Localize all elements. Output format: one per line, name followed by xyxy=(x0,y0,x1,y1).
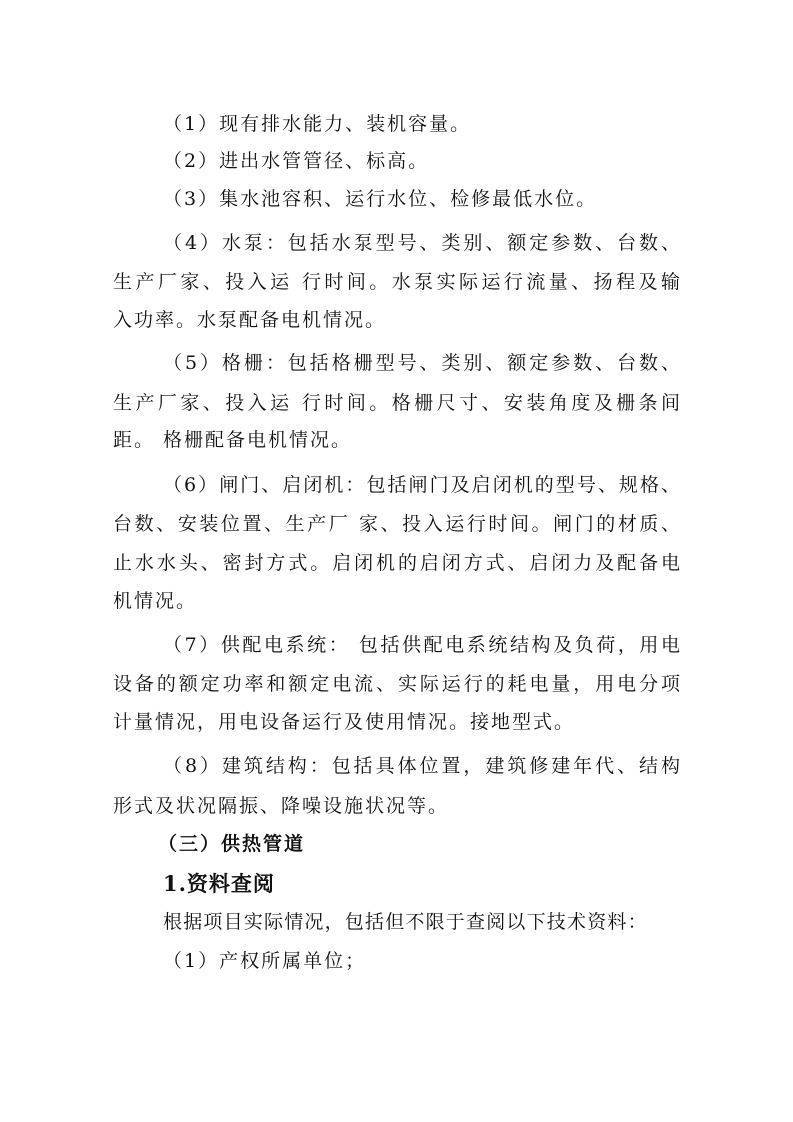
list-item-6: （6）闸门、启闭机：包括闸门及启闭机的型号、规格、 xyxy=(163,474,680,496)
list-item-8: （8）建筑结构：包括具体位置，建筑修建年代、结构 xyxy=(163,755,680,777)
list-item-6-cont: 止水水头、密封方式。启闭机的启闭方式、启闭力及配备电 xyxy=(113,552,680,574)
list-item-5: （5）格栅：包括格栅型号、类别、额定参数、台数、 xyxy=(163,352,680,374)
list-item-7-cont: 计量情况，用电设备运行及使用情况。接地型式。 xyxy=(113,711,576,733)
list-item-7: （7）供配电系统： 包括供配电系统结构及负荷，用电 xyxy=(163,634,680,656)
list-item-6-cont: 台数、安装位置、生产厂 家、投入运行时间。闸门的材质、 xyxy=(113,513,680,535)
paragraph: 根据项目实际情况，包括但不限于查阅以下技术资料： xyxy=(163,911,648,933)
section-heading: （三）供热管道 xyxy=(158,833,306,855)
list-item-7-cont: 设备的额定功率和额定电流、实际运行的耗电量，用电分项 xyxy=(113,673,680,695)
list-item-4-cont: 入功率。水泵配备电机情况。 xyxy=(113,309,387,331)
list-item-4: （4）水泵：包括水泵型号、类别、额定参数、台数、 xyxy=(163,232,680,254)
list-item-5-cont: 距。 格栅配备电机情况。 xyxy=(113,429,353,451)
list-item-5-cont: 生产厂家、投入运 行时间。格栅尺寸、安装角度及栅条间 xyxy=(113,392,680,414)
list-item-1: （1）现有排水能力、装机容量。 xyxy=(163,113,472,135)
list-item-8-cont: 形式及状况隔振、降噪设施状况等。 xyxy=(113,795,450,817)
list-item-2: （2）进出水管管径、标高。 xyxy=(163,150,430,172)
subsection-heading: 1.资料查阅 xyxy=(163,871,275,896)
list-item: （1）产权所属单位； xyxy=(163,950,367,972)
list-item-3: （3）集水池容积、运行水位、检修最低水位。 xyxy=(163,188,598,210)
list-item-6-cont: 机情况。 xyxy=(113,590,198,612)
list-item-4-cont: 生产厂家、投入运 行时间。水泵实际运行流量、扬程及输 xyxy=(113,271,680,293)
